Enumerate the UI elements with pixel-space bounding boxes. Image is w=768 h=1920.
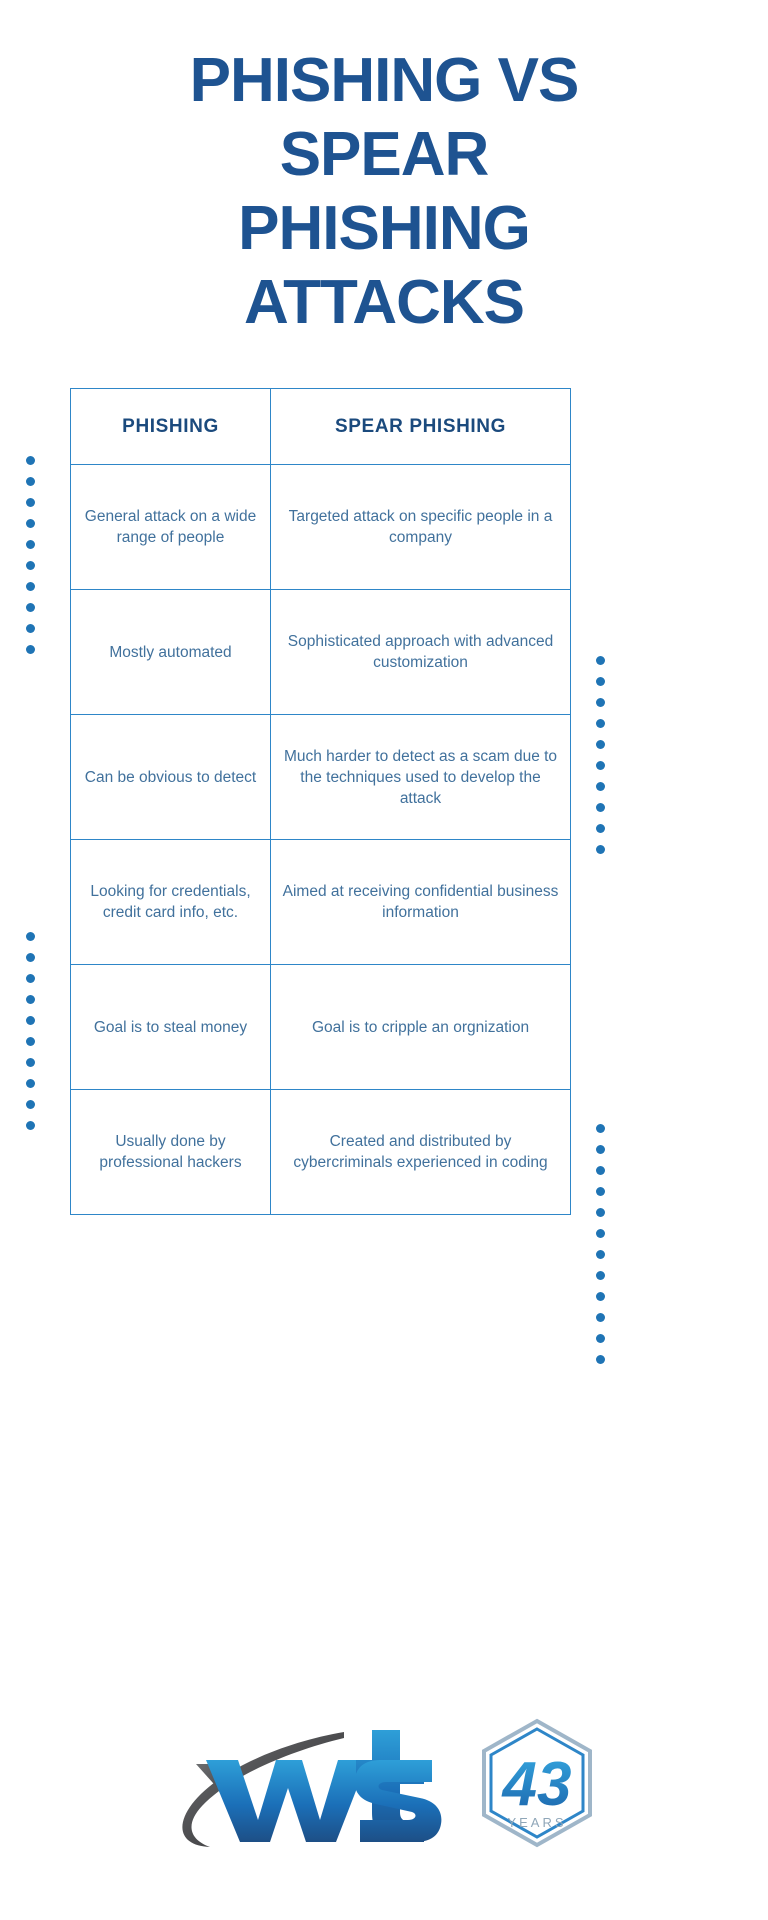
comparison-table <box>70 388 571 1215</box>
decorative-dot <box>26 1058 35 1067</box>
cell-spear-phishing: Sophisticated approach with advanced customization <box>271 590 571 715</box>
title-line-3: PHISHING <box>238 194 530 263</box>
decorative-dot <box>596 1334 605 1343</box>
cell-spear-phishing: Aimed at receiving confidential business information <box>271 840 571 965</box>
decorative-dot <box>596 803 605 812</box>
table-row <box>71 1090 571 1215</box>
decorative-dot <box>26 519 35 528</box>
decorative-dot <box>26 540 35 549</box>
decorative-dot <box>596 824 605 833</box>
decorative-dot <box>26 1100 35 1109</box>
anniversary-badge-icon <box>472 1713 602 1853</box>
decorative-dot <box>596 845 605 854</box>
table-row <box>71 715 571 840</box>
decorative-dot <box>26 624 35 633</box>
decorative-dot <box>26 477 35 486</box>
badge-label: YEARS <box>507 1815 567 1830</box>
decorative-dot <box>596 677 605 686</box>
decorative-dot <box>26 1079 35 1088</box>
badge-number: 43 <box>502 1750 572 1819</box>
table-body <box>71 465 571 1215</box>
decorative-dot <box>26 498 35 507</box>
cell-phishing: Can be obvious to detect <box>71 715 271 840</box>
page-title <box>0 44 768 340</box>
decorative-dot <box>26 603 35 612</box>
decorative-dot <box>596 1271 605 1280</box>
decorative-dot <box>596 698 605 707</box>
decorative-dot <box>26 1121 35 1130</box>
decorative-dot <box>596 1355 605 1364</box>
column-header-phishing: PHISHING <box>71 389 271 465</box>
cell-phishing: Goal is to steal money <box>71 965 271 1090</box>
decorative-dot <box>596 1166 605 1175</box>
decorative-dot <box>596 1292 605 1301</box>
cell-spear-phishing: Goal is to cripple an orgnization <box>271 965 571 1090</box>
decorative-dot <box>596 1313 605 1322</box>
wts-wordmark-icon <box>166 1708 466 1858</box>
table-header-row <box>71 389 571 465</box>
cell-spear-phishing: Targeted attack on specific people in a company <box>271 465 571 590</box>
cell-phishing: Looking for credentials, credit card info, etc. <box>71 840 271 965</box>
decorative-dot-column-left-lower <box>26 932 35 1130</box>
title-line-2: SPEAR <box>279 120 489 189</box>
decorative-dot <box>596 782 605 791</box>
decorative-dot <box>26 561 35 570</box>
decorative-dot <box>596 1145 605 1154</box>
decorative-dot <box>596 1124 605 1133</box>
column-header-spear-phishing: SPEAR PHISHING <box>271 389 571 465</box>
cell-phishing: Usually done by professional hackers <box>71 1090 271 1215</box>
decorative-dot <box>26 1016 35 1025</box>
cell-phishing: General attack on a wide range of people <box>71 465 271 590</box>
table-row <box>71 840 571 965</box>
cell-spear-phishing: Much harder to detect as a scam due to the techniques used to develop the attack <box>271 715 571 840</box>
decorative-dot <box>26 974 35 983</box>
cell-spear-phishing: Created and distributed by cybercriminals experienced in coding <box>271 1090 571 1215</box>
decorative-dot <box>26 995 35 1004</box>
decorative-dot-column-right-lower <box>596 1124 605 1364</box>
title-line-1: PHISHING VS <box>189 46 579 115</box>
decorative-dot <box>26 645 35 654</box>
decorative-dot <box>26 1037 35 1046</box>
table-row <box>71 965 571 1090</box>
decorative-dot <box>596 719 605 728</box>
decorative-dot <box>26 456 35 465</box>
decorative-dot <box>26 582 35 591</box>
table-row <box>71 465 571 590</box>
title-line-4: ATTACKS <box>244 268 524 337</box>
decorative-dot <box>26 953 35 962</box>
decorative-dot <box>596 656 605 665</box>
cell-phishing: Mostly automated <box>71 590 271 715</box>
comparison-table-container <box>70 388 570 1215</box>
decorative-dot <box>596 1208 605 1217</box>
decorative-dot <box>596 1229 605 1238</box>
decorative-dot-column-left-upper <box>26 456 35 654</box>
brand-logo <box>0 1678 768 1888</box>
table-row <box>71 590 571 715</box>
decorative-dot <box>596 1187 605 1196</box>
decorative-dot <box>26 932 35 941</box>
decorative-dot-column-right-upper <box>596 656 605 854</box>
decorative-dot <box>596 740 605 749</box>
decorative-dot <box>596 761 605 770</box>
decorative-dot <box>596 1250 605 1259</box>
